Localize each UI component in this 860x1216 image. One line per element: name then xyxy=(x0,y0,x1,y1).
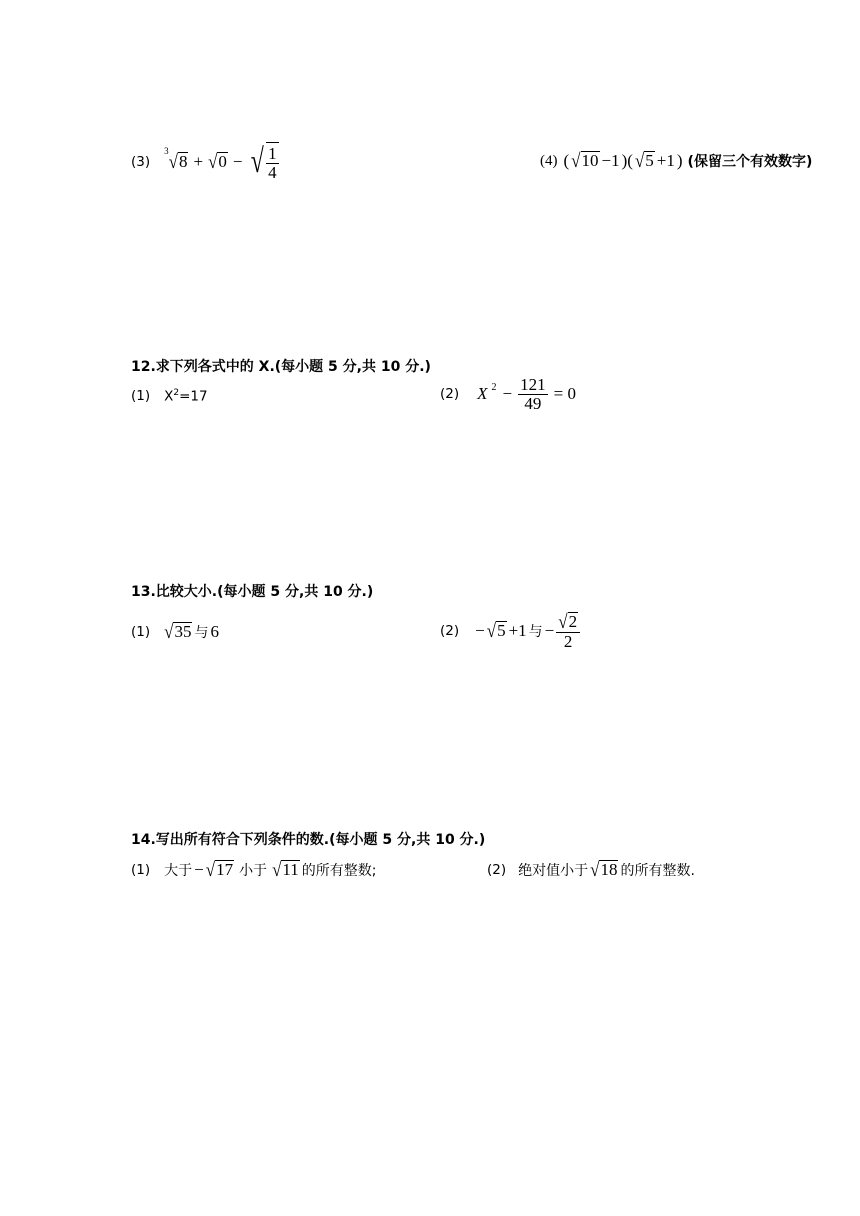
minus-one: −1 xyxy=(601,151,620,170)
minus-sign: − xyxy=(232,151,243,171)
minus-sign: − xyxy=(475,621,485,641)
radicand: 11 xyxy=(282,860,299,879)
text-abs-less-than: 绝对值小于 xyxy=(518,863,589,879)
radicand: 18 xyxy=(600,860,618,879)
minus-sign: − xyxy=(502,384,513,404)
radicand: 8 xyxy=(178,151,188,171)
root-index: 3 xyxy=(164,146,169,157)
q11-item3 xyxy=(131,142,279,182)
text-all-integers: 的所有整数; xyxy=(301,863,377,879)
q11-item4 xyxy=(540,151,812,171)
paren-close-open: )( xyxy=(621,151,633,170)
q14-item1 xyxy=(131,860,377,880)
plus-sign: + xyxy=(193,151,204,171)
item-label: (2) xyxy=(440,386,460,403)
equation xyxy=(164,388,207,405)
square-root-fraction: √ $\frac{1}{4}$ xyxy=(250,142,277,182)
radicand: 10 xyxy=(581,151,599,170)
fraction xyxy=(518,376,548,413)
q14-item2 xyxy=(487,860,695,880)
exponent: 2 xyxy=(491,382,497,393)
text-less-than: 小于 xyxy=(239,863,268,879)
radicand: 2 xyxy=(568,612,578,631)
item-label: (1) xyxy=(131,624,151,640)
item-label: (3) xyxy=(131,153,151,170)
question-14-title: 14.写出所有符合下列条件的数.(每小题 5 分,共 10 分.) xyxy=(131,832,486,848)
paren-close: ) xyxy=(676,151,683,170)
cube-root: $^3$√8 xyxy=(164,146,188,173)
minus-sign: − xyxy=(194,860,204,879)
fraction xyxy=(556,612,580,651)
connector: 与 xyxy=(528,624,543,641)
square-root: √5 xyxy=(486,619,506,642)
fraction-numerator: √2 xyxy=(556,612,580,633)
paren-open: ( xyxy=(563,151,570,170)
item-label: (1) xyxy=(131,388,151,405)
question-13-title: 13.比较大小.(每小题 5 分,共 10 分.) xyxy=(131,584,374,600)
q12-item2 xyxy=(440,376,576,413)
question-12-title: 12.求下列各式中的 X.(每小题 5 分,共 10 分.) xyxy=(131,359,431,375)
square-root: √11 xyxy=(272,858,299,881)
square-root: √35 xyxy=(164,620,192,643)
q13-item2 xyxy=(440,612,580,651)
text-all-integers: 的所有整数. xyxy=(620,863,695,879)
variable: X xyxy=(477,384,488,404)
item-label: (1) xyxy=(131,862,151,878)
minus-sign: − xyxy=(544,621,555,641)
equation-rest: =17 xyxy=(179,388,208,405)
square-root: √5 xyxy=(634,149,654,172)
q12-item1 xyxy=(131,388,208,405)
fraction-numerator: 121 xyxy=(520,375,546,394)
radicand: 35 xyxy=(174,622,192,641)
variable: X xyxy=(164,388,174,405)
radicand: 17 xyxy=(216,860,234,879)
square-root: √18 xyxy=(590,858,618,881)
square-root: √0 xyxy=(208,150,227,173)
item-label: (2) xyxy=(440,623,460,640)
radicand: 0 xyxy=(218,151,227,171)
equals-zero: = 0 xyxy=(553,384,576,404)
item-label: (4) xyxy=(540,152,558,169)
item-label: (2) xyxy=(487,862,507,878)
fraction-denominator: 4 xyxy=(268,162,277,182)
text-greater-than: 大于 xyxy=(164,863,193,879)
plus-one: +1 xyxy=(508,621,527,641)
square-root: √10 xyxy=(571,149,599,172)
radicand: 5 xyxy=(645,151,654,170)
exponent: 2 xyxy=(173,388,180,398)
q13-item1 xyxy=(131,622,219,642)
fraction-denominator: 2 xyxy=(563,631,573,651)
radicand: 5 xyxy=(497,621,506,641)
precision-note: (保留三个有效数字) xyxy=(687,154,813,170)
fraction-denominator: 49 xyxy=(524,393,542,413)
plus-one: +1 xyxy=(656,151,675,170)
square-root: √17 xyxy=(205,858,234,881)
connector: 与 xyxy=(194,625,209,641)
value: 6 xyxy=(210,622,219,641)
fraction-numerator: 1 xyxy=(268,144,277,163)
